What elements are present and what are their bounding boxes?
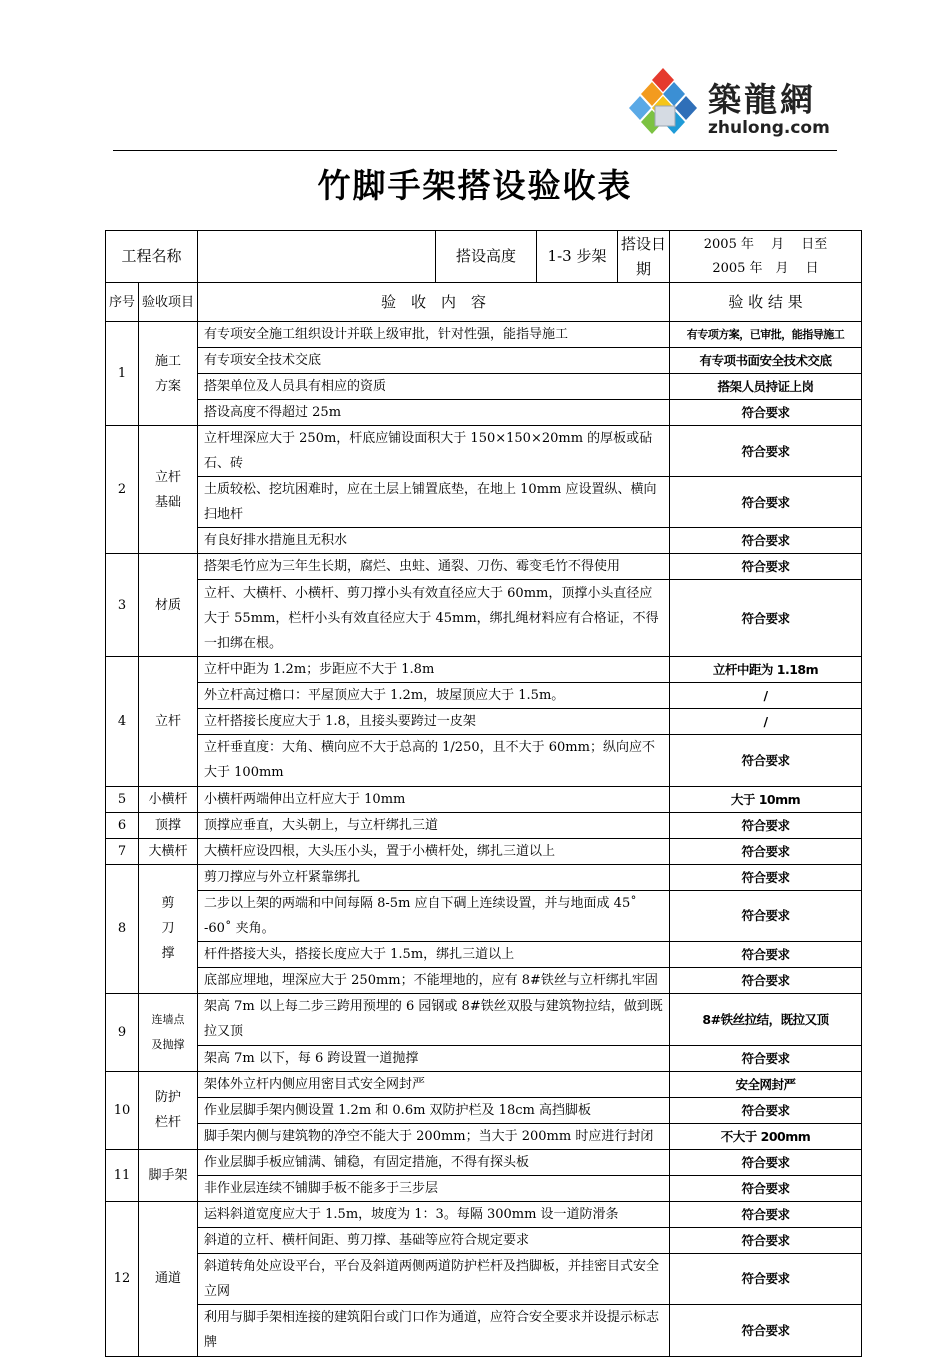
content-cell: 二步以上架的两端和中间每隔 8-5m 应自下碉上连续设置，并与地面成 45˚ -60˚ 夹角。 [198, 890, 670, 942]
result-cell: 有专项方案，已审批，能指导施工 [670, 322, 862, 348]
content-cell: 斜道的立杆、横杆间距、剪刀撑、基础等应符合规定要求 [198, 1227, 670, 1253]
logo-cube-icon [622, 66, 704, 144]
header-divider [113, 150, 837, 151]
seq-cell: 4 [106, 657, 139, 787]
table-row [106, 683, 862, 709]
content-cell: 利用与脚手架相连接的建筑阳台或门口作为通道，应符合安全要求并设提示标志牌 [198, 1305, 670, 1357]
result-cell: 符合要求 [670, 812, 862, 838]
table-row [106, 1045, 862, 1071]
table-row [106, 348, 862, 374]
content-cell: 搭架单位及人员具有相应的资质 [198, 374, 670, 400]
logo-chinese-text: 築龍網 [708, 80, 816, 119]
result-cell: 符合要求 [670, 1227, 862, 1253]
item-cell: 脚手架 [139, 1149, 198, 1201]
table-row [106, 1149, 862, 1175]
item-cell: 施工方案 [139, 322, 198, 426]
result-header: 验 收 结 果 [670, 283, 862, 322]
erection-date-value [670, 231, 862, 283]
table-row [106, 1071, 862, 1097]
result-cell: / [670, 709, 862, 735]
item-cell: 顶撑 [139, 812, 198, 838]
result-cell: 符合要求 [670, 528, 862, 554]
content-cell: 作业层脚手架内侧设置 1.2m 和 0.6m 双防护栏及 18cm 高挡脚板 [198, 1097, 670, 1123]
content-cell: 搭架毛竹应为三年生长期，腐烂、虫蛀、通裂、刀伤、霉变毛竹不得使用 [198, 554, 670, 580]
content-cell: 立杆中距为 1.2m；步距应不大于 1.8m [198, 657, 670, 683]
content-cell: 架高 7m 以上每二步三跨用预埋的 6 园钢或 8#铁丝双股与建筑物拉结，做到既拉又顶 [198, 994, 670, 1046]
item-cell: 剪刀撑 [139, 864, 198, 994]
content-cell: 架高 7m 以下，每 6 跨设置一道抛撑 [198, 1045, 670, 1071]
content-cell: 顶撑应垂直，大头朝上，与立杆绑扎三道 [198, 812, 670, 838]
table-row [106, 1097, 862, 1123]
result-cell: 符合要求 [670, 1201, 862, 1227]
content-cell: 有专项安全技术交底 [198, 348, 670, 374]
content-cell: 作业层脚手板应铺满、铺稳，有固定措施，不得有探头板 [198, 1149, 670, 1175]
content-cell: 立杆、大横杆、小横杆、剪刀撑小头有效直径应大于 60mm，顶撑小头直径应大于 55mm，栏杆小头有效直径应大于 45mm，绑扎绳材料应有合格证，不得一扣绑在根。 [198, 580, 670, 657]
result-cell: 有专项书面安全技术交底 [670, 348, 862, 374]
content-cell: 立杆垂直度：大角、横向应不大于总高的 1/250，且不大于 60mm；纵向应不大于 100mm [198, 735, 670, 787]
table-row [106, 942, 862, 968]
header-info-row [106, 231, 862, 283]
result-cell: 立杆中距为 1.18m [670, 657, 862, 683]
content-cell: 立杆搭接长度应大于 1.8，且接头要跨过一皮架 [198, 709, 670, 735]
content-cell: 小横杆两端伸出立杆应大于 10mm [198, 786, 670, 812]
table-row [106, 812, 862, 838]
content-cell: 非作业层连续不铺脚手板不能多于三步层 [198, 1175, 670, 1201]
content-cell: 有专项安全施工组织设计并联上级审批，针对性强，能指导施工 [198, 322, 670, 348]
project-name-label: 工程名称 [106, 231, 198, 283]
content-cell: 底部应埋地，埋深应大于 250mm；不能埋地的，应有 8#铁丝与立杆绑扎牢固 [198, 968, 670, 994]
result-cell: 符合要求 [670, 554, 862, 580]
table-row [106, 786, 862, 812]
table-row [106, 580, 862, 657]
content-cell: 运料斜道宽度应大于 1.5m，坡度为 1：3。每隔 300mm 设一道防滑条 [198, 1201, 670, 1227]
table-row [106, 657, 862, 683]
table-row [106, 1227, 862, 1253]
item-cell: 材质 [139, 554, 198, 657]
content-cell: 土质较松、挖坑困难时，应在土层上铺置底垫，在地上 10mm 应设置纵、横向扫地杆 [198, 477, 670, 528]
content-cell: 斜道转角处应设平台，平台及斜道两侧两道防护栏杆及挡脚板，并挂密目式安全立网 [198, 1253, 670, 1305]
result-cell: 符合要求 [670, 580, 862, 657]
item-cell: 连墙点及抛撑 [139, 994, 198, 1072]
content-cell: 脚手架内侧与建筑物的净空不能大于 200mm；当大于 200mm 时应进行封闭 [198, 1123, 670, 1149]
item-cell: 大横杆 [139, 838, 198, 864]
content-cell: 杆件搭接大头，搭接长度应大于 1.5m，绑扎三道以上 [198, 942, 670, 968]
seq-cell: 8 [106, 864, 139, 994]
seq-header: 序号 [106, 283, 139, 322]
seq-cell: 7 [106, 838, 139, 864]
table-row [106, 735, 862, 787]
seq-cell: 1 [106, 322, 139, 426]
page-title: 竹脚手架搭设验收表 [317, 166, 633, 205]
result-cell: / [670, 683, 862, 709]
seq-cell: 3 [106, 554, 139, 657]
table-row [106, 1175, 862, 1201]
result-cell: 符合要求 [670, 426, 862, 477]
result-cell: 大于 10mm [670, 786, 862, 812]
seq-cell: 11 [106, 1149, 139, 1201]
result-cell: 8#铁丝拉结，既拉又顶 [670, 994, 862, 1046]
content-cell: 大横杆应设四根，大头压小头，置于小横杆处，绑扎三道以上 [198, 838, 670, 864]
seq-cell: 10 [106, 1071, 139, 1149]
item-header: 验收项目 [139, 283, 198, 322]
seq-cell: 9 [106, 994, 139, 1072]
erection-date-line2: 2005 年 月 日 [712, 260, 819, 276]
content-cell: 剪刀撑应与外立杆紧靠绑扎 [198, 864, 670, 890]
table-row [106, 890, 862, 942]
result-cell: 符合要求 [670, 1045, 862, 1071]
table-row [106, 1201, 862, 1227]
result-cell: 符合要求 [670, 1253, 862, 1305]
table-row [106, 968, 862, 994]
table-row [106, 709, 862, 735]
erection-height-value: 1-3 步架 [537, 231, 618, 283]
table-row [106, 554, 862, 580]
result-cell: 符合要求 [670, 1175, 862, 1201]
content-cell: 外立杆高过檐口：平屋顶应大于 1.2m，坡屋顶应大于 1.5m。 [198, 683, 670, 709]
erection-date-label: 搭设日期 [618, 231, 670, 283]
result-cell: 符合要求 [670, 864, 862, 890]
table-row [106, 1253, 862, 1305]
result-cell: 安全网封严 [670, 1071, 862, 1097]
result-cell: 符合要求 [670, 477, 862, 528]
inspection-table [105, 230, 862, 1357]
result-cell: 符合要求 [670, 735, 862, 787]
seq-cell: 6 [106, 812, 139, 838]
table-row [106, 1123, 862, 1149]
content-header: 验 收 内 容 [198, 283, 670, 322]
project-name-value [198, 231, 436, 283]
logo-english-text: zhulong.com [708, 118, 830, 138]
result-cell: 符合要求 [670, 890, 862, 942]
result-cell: 符合要求 [670, 968, 862, 994]
table-row [106, 864, 862, 890]
table-row [106, 1305, 862, 1357]
seq-cell: 2 [106, 426, 139, 554]
result-cell: 符合要求 [670, 1097, 862, 1123]
result-cell: 符合要求 [670, 400, 862, 426]
result-cell: 符合要求 [670, 1149, 862, 1175]
item-cell: 通道 [139, 1201, 198, 1356]
table-row [106, 994, 862, 1046]
seq-cell: 12 [106, 1201, 139, 1356]
table-row [106, 426, 862, 477]
content-cell: 搭设高度不得超过 25m [198, 400, 670, 426]
content-cell: 架体外立杆内侧应用密目式安全网封严 [198, 1071, 670, 1097]
item-cell: 立杆基础 [139, 426, 198, 554]
table-row [106, 322, 862, 348]
result-cell: 不大于 200mm [670, 1123, 862, 1149]
result-cell: 搭架人员持证上岗 [670, 374, 862, 400]
result-cell: 符合要求 [670, 1305, 862, 1357]
erection-date-line1: 2005 年 月 日至 [703, 236, 828, 252]
table-row [106, 838, 862, 864]
content-cell: 立杆埋深应大于 250m，杆底应铺设面积大于 150×150×20mm 的厚板或砧石、砖 [198, 426, 670, 477]
seq-cell: 5 [106, 786, 139, 812]
table-row [106, 477, 862, 528]
content-cell: 有良好排水措施且无积水 [198, 528, 670, 554]
result-cell: 符合要求 [670, 942, 862, 968]
erection-height-label: 搭设高度 [436, 231, 537, 283]
zhulong-logo [622, 66, 834, 144]
item-cell: 防护栏杆 [139, 1071, 198, 1149]
result-cell: 符合要求 [670, 838, 862, 864]
column-header-row [106, 283, 862, 322]
item-cell: 小横杆 [139, 786, 198, 812]
table-row [106, 528, 862, 554]
item-cell: 立杆 [139, 657, 198, 787]
table-row [106, 400, 862, 426]
table-row [106, 374, 862, 400]
